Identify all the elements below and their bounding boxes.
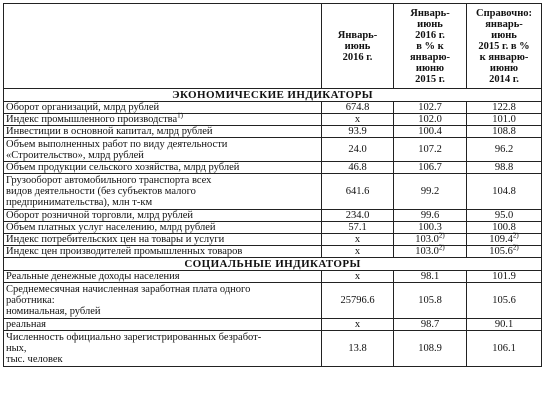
header-col-ref-2014: Справочно: январь- июнь 2015 г. в % к январю- июню 2014 г. (467, 4, 542, 89)
row-label-text: Объем платных услуг населению, млрд рублей (6, 222, 216, 233)
row-value-v3 (467, 271, 542, 283)
row-value-v1 (322, 319, 394, 331)
row-label (4, 246, 322, 258)
row-label-text: Реальные денежные доходы населения (6, 271, 180, 282)
value-text: 24.0 (348, 144, 367, 155)
table-row (4, 114, 542, 126)
value-text: 106.7 (418, 162, 442, 173)
value-text: 104.8 (492, 186, 516, 197)
value-text: 674.8 (345, 102, 370, 113)
row-value-v2 (394, 319, 467, 331)
value-text: 98.1 (420, 271, 440, 282)
row-value-v2 (394, 243, 467, 258)
value-text: 96.2 (494, 144, 514, 155)
row-label (4, 174, 322, 210)
value-text: x (354, 114, 361, 125)
value-text: 234.0 (345, 210, 370, 221)
row-label (4, 162, 322, 174)
row-value-v1 (322, 174, 394, 210)
row-value-v1 (322, 102, 394, 114)
row-label-text: Среднемесячная начисленная заработная плата одного работника: номинальная, рублей (6, 284, 251, 317)
row-label-text: Индекс промышленного производства (6, 114, 178, 125)
value-text: 109.4 (489, 234, 513, 245)
row-value-v2 (394, 222, 467, 234)
row-value-v3 (467, 331, 542, 367)
row-value-v2 (394, 231, 467, 246)
value-text: 105.6 (489, 246, 513, 257)
value-text: x (354, 319, 361, 330)
value-text: 107.2 (418, 144, 442, 155)
value-text: 57.1 (348, 222, 367, 233)
row-label-text: Численность официально зарегистрированных безработ- ных, тыс. человек (6, 332, 262, 365)
table-row (4, 319, 542, 331)
row-label-text: Оборот организаций, млрд рублей (6, 102, 160, 113)
value-text: 98.7 (420, 319, 440, 330)
value-text: 95.0 (494, 210, 514, 221)
value-text: 108.9 (418, 343, 442, 354)
row-label-text: Индекс цен производителей промышленных товаров (6, 246, 243, 257)
value-text: 100.8 (492, 222, 516, 233)
header-label-cell (4, 4, 322, 89)
section-header-row (4, 258, 542, 271)
row-label-text: Индекс потребительских цен на товары и услуги (6, 234, 225, 245)
header-row (4, 4, 542, 89)
value-text: 105.8 (418, 295, 442, 306)
row-label-text: Инвестиции в основной капитал, млрд рублей (6, 126, 213, 137)
value-text: 103.0 (415, 234, 439, 245)
value-text: 100.3 (418, 222, 442, 233)
table-row (4, 138, 542, 162)
row-value-v2 (394, 210, 467, 222)
table-row (4, 234, 542, 246)
section-title: СОЦИАЛЬНЫЕ ИНДИКАТОРЫ (4, 258, 542, 271)
table-row (4, 174, 542, 210)
value-text: 101.0 (492, 114, 516, 125)
value-text: 641.6 (345, 186, 370, 197)
table-row (4, 210, 542, 222)
value-text: 98.8 (494, 162, 514, 173)
statistics-table (3, 3, 542, 367)
row-label-text: Грузооборот автомобильного транспорта всех видов деятельности (без субъектов малого предпринимательства), млн т-км (6, 175, 212, 208)
row-value-v2 (394, 283, 467, 319)
row-label (4, 283, 322, 319)
row-value-v2 (394, 271, 467, 283)
value-text: 103.0 (415, 246, 439, 257)
row-label (4, 222, 322, 234)
row-value-v3 (467, 231, 542, 246)
row-value-v1 (322, 210, 394, 222)
value-text: 90.1 (494, 319, 514, 330)
table-row (4, 162, 542, 174)
row-value-v1 (322, 114, 394, 126)
row-label-text: реальная (6, 319, 46, 330)
table-row (4, 331, 542, 367)
footnote-marker: 1) (177, 111, 183, 120)
row-value-v3 (467, 243, 542, 258)
row-value-v3 (467, 126, 542, 138)
row-value-v3 (467, 102, 542, 114)
row-value-v3 (467, 283, 542, 319)
row-label (4, 234, 322, 246)
value-text: 46.8 (348, 162, 367, 173)
value-text: 99.6 (420, 210, 440, 221)
value-text: 25796.6 (340, 295, 375, 306)
table-row (4, 102, 542, 114)
row-label-text: Объем выполненных работ по виду деятельности «Строительство», млрд рублей (6, 138, 228, 161)
row-value-v2 (394, 174, 467, 210)
value-text: x (354, 234, 361, 245)
footnote-marker: 2) (512, 243, 519, 252)
row-label (4, 102, 322, 114)
row-label (4, 126, 322, 138)
footnote-marker: 2) (438, 243, 445, 252)
row-value-v3 (467, 138, 542, 162)
row-value-v1 (322, 246, 394, 258)
row-value-v1 (322, 162, 394, 174)
table-row (4, 283, 542, 319)
table-row (4, 271, 542, 283)
table-row (4, 222, 542, 234)
row-value-v1 (322, 234, 394, 246)
row-value-v3 (467, 114, 542, 126)
section-title: ЭКОНОМИЧЕСКИЕ ИНДИКАТОРЫ (4, 89, 542, 102)
row-label (4, 210, 322, 222)
row-value-v1 (322, 138, 394, 162)
header-col-pct-2015: Январь- июнь 2016 г. в % к январю- июню 2015 г. (394, 4, 467, 89)
row-value-v2 (394, 126, 467, 138)
value-text: 102.7 (418, 102, 442, 113)
value-text: 102.0 (418, 114, 442, 125)
footnote-marker: 2) (438, 231, 445, 240)
row-label (4, 271, 322, 283)
footnote-marker: 2) (512, 231, 519, 240)
row-value-v1 (322, 331, 394, 367)
row-value-v2 (394, 114, 467, 126)
value-text: 108.8 (492, 126, 516, 137)
row-value-v3 (467, 162, 542, 174)
value-text: 122.8 (492, 102, 516, 113)
table-row (4, 246, 542, 258)
header-col-2016: Январь- июнь 2016 г. (322, 4, 394, 89)
value-text: 101.9 (492, 271, 516, 282)
row-value-v3 (467, 319, 542, 331)
row-value-v2 (394, 138, 467, 162)
row-value-v2 (394, 162, 467, 174)
row-value-v2 (394, 331, 467, 367)
row-value-v1 (322, 271, 394, 283)
value-text: 105.6 (492, 295, 516, 306)
row-value-v3 (467, 222, 542, 234)
row-value-v1 (322, 283, 394, 319)
value-text: 93.9 (348, 126, 367, 137)
row-value-v1 (322, 222, 394, 234)
row-label (4, 138, 322, 162)
row-label-text: Оборот розничной торговли, млрд рублей (6, 210, 193, 221)
row-value-v2 (394, 102, 467, 114)
row-value-v3 (467, 210, 542, 222)
section-header-row (4, 89, 542, 102)
row-label (4, 111, 322, 126)
row-label-text: Объем продукции сельского хозяйства, млрд рублей (6, 162, 240, 173)
value-text: x (354, 271, 361, 282)
value-text: 106.1 (492, 343, 516, 354)
row-label (4, 319, 322, 331)
value-text: 13.8 (348, 343, 367, 354)
table-row (4, 126, 542, 138)
value-text: 100.4 (418, 126, 442, 137)
row-value-v3 (467, 174, 542, 210)
value-text: x (354, 246, 361, 257)
row-value-v1 (322, 126, 394, 138)
row-label (4, 331, 322, 367)
value-text: 99.2 (420, 186, 440, 197)
